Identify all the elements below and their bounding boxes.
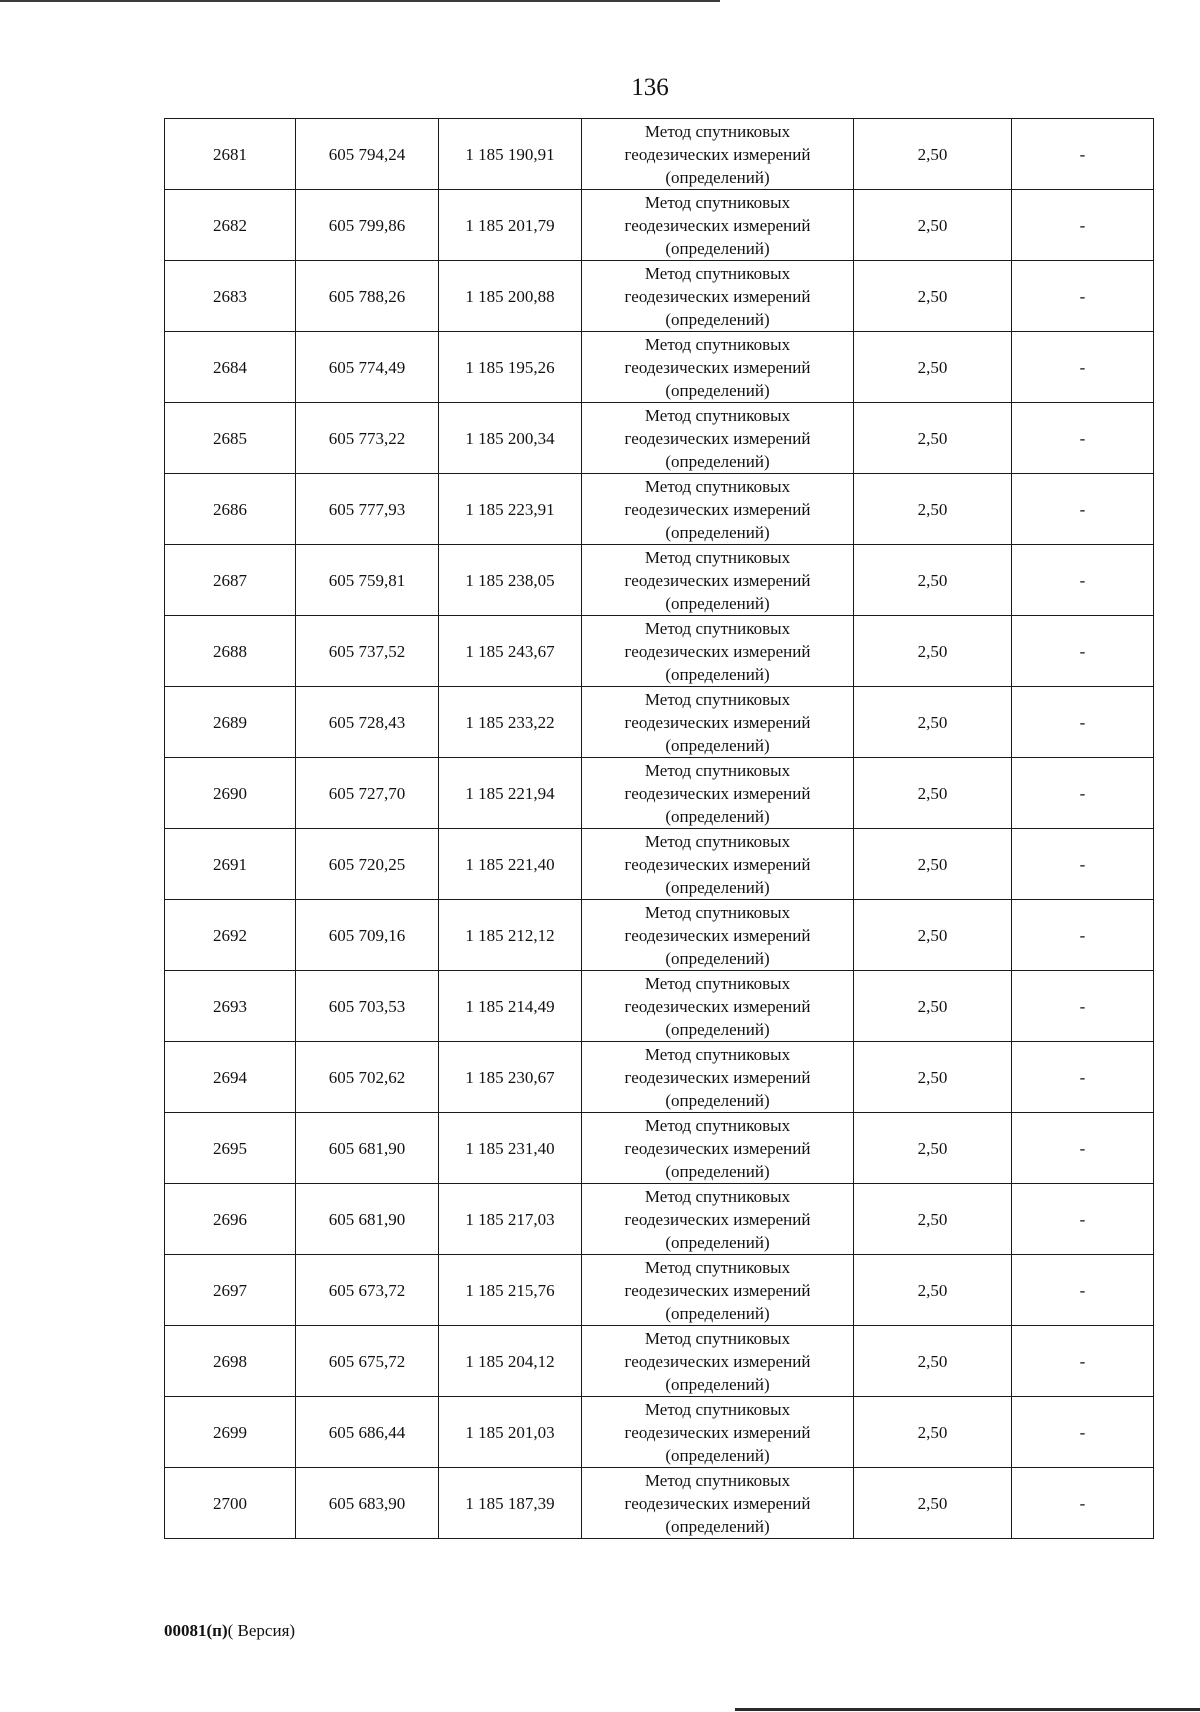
y-coordinate-cell: 1 185 201,03 xyxy=(439,1397,582,1468)
accuracy-cell: 2,50 xyxy=(854,1468,1012,1539)
y-coordinate-cell: 1 185 231,40 xyxy=(439,1113,582,1184)
point-number-cell: 2700 xyxy=(165,1468,296,1539)
y-coordinate-cell: 1 185 200,88 xyxy=(439,261,582,332)
coordinates-table xyxy=(164,118,1154,1539)
table-row xyxy=(165,1255,1154,1326)
point-number-cell: 2688 xyxy=(165,616,296,687)
method-line: геодезических измерений xyxy=(624,357,811,377)
accuracy-cell: 2,50 xyxy=(854,474,1012,545)
method-line: (определений) xyxy=(665,735,770,755)
method-line: (определений) xyxy=(665,1019,770,1039)
method-line: геодезических измерений xyxy=(624,144,811,164)
description-cell: - xyxy=(1012,119,1154,190)
point-number-cell: 2681 xyxy=(165,119,296,190)
description-cell: - xyxy=(1012,403,1154,474)
description-cell: - xyxy=(1012,332,1154,403)
y-coordinate-cell: 1 185 200,34 xyxy=(439,403,582,474)
method-line: (определений) xyxy=(665,309,770,329)
point-number-cell: 2684 xyxy=(165,332,296,403)
method-line: геодезических измерений xyxy=(624,286,811,306)
description-cell: - xyxy=(1012,687,1154,758)
method-cell xyxy=(582,687,854,758)
y-coordinate-cell: 1 185 233,22 xyxy=(439,687,582,758)
method-line: (определений) xyxy=(665,1516,770,1536)
point-number-cell: 2685 xyxy=(165,403,296,474)
description-cell: - xyxy=(1012,900,1154,971)
method-cell xyxy=(582,1326,854,1397)
method-line: геодезических измерений xyxy=(624,712,811,732)
method-line: (определений) xyxy=(665,1303,770,1323)
method-line: (определений) xyxy=(665,1445,770,1465)
method-line: Метод спутниковых xyxy=(644,760,791,780)
method-line: Метод спутниковых xyxy=(644,476,791,496)
description-cell: - xyxy=(1012,190,1154,261)
y-coordinate-cell: 1 185 214,49 xyxy=(439,971,582,1042)
accuracy-cell: 2,50 xyxy=(854,1326,1012,1397)
x-coordinate-cell: 605 774,49 xyxy=(296,332,439,403)
y-coordinate-cell: 1 185 223,91 xyxy=(439,474,582,545)
method-cell xyxy=(582,1042,854,1113)
x-coordinate-cell: 605 737,52 xyxy=(296,616,439,687)
method-line: Метод спутниковых xyxy=(644,121,791,141)
method-cell xyxy=(582,616,854,687)
table-row xyxy=(165,403,1154,474)
x-coordinate-cell: 605 720,25 xyxy=(296,829,439,900)
method-line: Метод спутниковых xyxy=(644,1399,791,1419)
x-coordinate-cell: 605 681,90 xyxy=(296,1184,439,1255)
y-coordinate-cell: 1 185 212,12 xyxy=(439,900,582,971)
method-cell xyxy=(582,1255,854,1326)
accuracy-cell: 2,50 xyxy=(854,687,1012,758)
method-line: геодезических измерений xyxy=(624,1422,811,1442)
table-row xyxy=(165,261,1154,332)
method-line: (определений) xyxy=(665,593,770,613)
method-line: Метод спутниковых xyxy=(644,1328,791,1348)
method-line: геодезических измерений xyxy=(624,499,811,519)
method-line: геодезических измерений xyxy=(624,925,811,945)
method-line: Метод спутниковых xyxy=(644,831,791,851)
document-code: 00081(п) xyxy=(164,1621,228,1640)
description-cell: - xyxy=(1012,1255,1154,1326)
accuracy-cell: 2,50 xyxy=(854,1113,1012,1184)
method-line: Метод спутниковых xyxy=(644,902,791,922)
x-coordinate-cell: 605 759,81 xyxy=(296,545,439,616)
y-coordinate-cell: 1 185 195,26 xyxy=(439,332,582,403)
description-cell: - xyxy=(1012,1184,1154,1255)
method-cell xyxy=(582,403,854,474)
method-cell xyxy=(582,332,854,403)
scan-edge-top xyxy=(0,0,720,2)
table-row xyxy=(165,758,1154,829)
description-cell: - xyxy=(1012,474,1154,545)
table-row xyxy=(165,545,1154,616)
table-row xyxy=(165,190,1154,261)
method-cell xyxy=(582,190,854,261)
point-number-cell: 2693 xyxy=(165,971,296,1042)
accuracy-cell: 2,50 xyxy=(854,971,1012,1042)
method-line: (определений) xyxy=(665,806,770,826)
y-coordinate-cell: 1 185 190,91 xyxy=(439,119,582,190)
description-cell: - xyxy=(1012,545,1154,616)
table-row xyxy=(165,119,1154,190)
table-row xyxy=(165,1113,1154,1184)
document-version: ( Версия) xyxy=(227,1621,296,1640)
method-cell xyxy=(582,261,854,332)
description-cell: - xyxy=(1012,261,1154,332)
method-line: геодезических измерений xyxy=(624,428,811,448)
point-number-cell: 2686 xyxy=(165,474,296,545)
method-line: Метод спутниковых xyxy=(644,263,791,283)
scan-edge-bottom xyxy=(735,1708,1200,1711)
y-coordinate-cell: 1 185 215,76 xyxy=(439,1255,582,1326)
method-cell xyxy=(582,1113,854,1184)
table-row xyxy=(165,1468,1154,1539)
accuracy-cell: 2,50 xyxy=(854,829,1012,900)
description-cell: - xyxy=(1012,758,1154,829)
y-coordinate-cell: 1 185 230,67 xyxy=(439,1042,582,1113)
method-cell xyxy=(582,971,854,1042)
method-line: геодезических измерений xyxy=(624,1209,811,1229)
method-line: Метод спутниковых xyxy=(644,547,791,567)
method-cell xyxy=(582,1184,854,1255)
method-line: геодезических измерений xyxy=(624,854,811,874)
method-line: (определений) xyxy=(665,1232,770,1252)
method-line: Метод спутниковых xyxy=(644,1186,791,1206)
x-coordinate-cell: 605 709,16 xyxy=(296,900,439,971)
table-row xyxy=(165,829,1154,900)
method-line: геодезических измерений xyxy=(624,1351,811,1371)
method-line: Метод спутниковых xyxy=(644,1044,791,1064)
method-cell xyxy=(582,829,854,900)
point-number-cell: 2696 xyxy=(165,1184,296,1255)
table-row xyxy=(165,1042,1154,1113)
method-line: (определений) xyxy=(665,1374,770,1394)
x-coordinate-cell: 605 702,62 xyxy=(296,1042,439,1113)
method-line: геодезических измерений xyxy=(624,783,811,803)
point-number-cell: 2694 xyxy=(165,1042,296,1113)
x-coordinate-cell: 605 777,93 xyxy=(296,474,439,545)
description-cell: - xyxy=(1012,1397,1154,1468)
y-coordinate-cell: 1 185 217,03 xyxy=(439,1184,582,1255)
method-cell xyxy=(582,1468,854,1539)
method-line: геодезических измерений xyxy=(624,215,811,235)
accuracy-cell: 2,50 xyxy=(854,1397,1012,1468)
method-cell xyxy=(582,474,854,545)
table-body xyxy=(165,119,1154,1539)
y-coordinate-cell: 1 185 238,05 xyxy=(439,545,582,616)
method-line: Метод спутниковых xyxy=(644,973,791,993)
table-row xyxy=(165,616,1154,687)
description-cell: - xyxy=(1012,829,1154,900)
method-line: геодезических измерений xyxy=(624,996,811,1016)
method-line: (определений) xyxy=(665,238,770,258)
accuracy-cell: 2,50 xyxy=(854,545,1012,616)
accuracy-cell: 2,50 xyxy=(854,1255,1012,1326)
method-line: Метод спутниковых xyxy=(644,1470,791,1490)
accuracy-cell: 2,50 xyxy=(854,616,1012,687)
accuracy-cell: 2,50 xyxy=(854,332,1012,403)
accuracy-cell: 2,50 xyxy=(854,1042,1012,1113)
y-coordinate-cell: 1 185 221,94 xyxy=(439,758,582,829)
x-coordinate-cell: 605 794,24 xyxy=(296,119,439,190)
x-coordinate-cell: 605 683,90 xyxy=(296,1468,439,1539)
accuracy-cell: 2,50 xyxy=(854,758,1012,829)
table-row xyxy=(165,900,1154,971)
method-cell xyxy=(582,545,854,616)
table-row xyxy=(165,1326,1154,1397)
table-row xyxy=(165,687,1154,758)
method-line: Метод спутниковых xyxy=(644,689,791,709)
point-number-cell: 2687 xyxy=(165,545,296,616)
point-number-cell: 2689 xyxy=(165,687,296,758)
method-line: геодезических измерений xyxy=(624,641,811,661)
accuracy-cell: 2,50 xyxy=(854,900,1012,971)
method-line: геодезических измерений xyxy=(624,570,811,590)
accuracy-cell: 2,50 xyxy=(854,119,1012,190)
x-coordinate-cell: 605 773,22 xyxy=(296,403,439,474)
point-number-cell: 2698 xyxy=(165,1326,296,1397)
description-cell: - xyxy=(1012,1326,1154,1397)
description-cell: - xyxy=(1012,1042,1154,1113)
x-coordinate-cell: 605 681,90 xyxy=(296,1113,439,1184)
y-coordinate-cell: 1 185 243,67 xyxy=(439,616,582,687)
x-coordinate-cell: 605 727,70 xyxy=(296,758,439,829)
y-coordinate-cell: 1 185 221,40 xyxy=(439,829,582,900)
description-cell: - xyxy=(1012,616,1154,687)
accuracy-cell: 2,50 xyxy=(854,261,1012,332)
method-line: (определений) xyxy=(665,664,770,684)
table-row xyxy=(165,971,1154,1042)
accuracy-cell: 2,50 xyxy=(854,403,1012,474)
method-line: геодезических измерений xyxy=(624,1493,811,1513)
table-row xyxy=(165,332,1154,403)
x-coordinate-cell: 605 673,72 xyxy=(296,1255,439,1326)
method-line: (определений) xyxy=(665,522,770,542)
x-coordinate-cell: 605 703,53 xyxy=(296,971,439,1042)
document-footer xyxy=(164,1621,295,1641)
y-coordinate-cell: 1 185 204,12 xyxy=(439,1326,582,1397)
method-line: геодезических измерений xyxy=(624,1280,811,1300)
point-number-cell: 2692 xyxy=(165,900,296,971)
method-line: геодезических измерений xyxy=(624,1138,811,1158)
method-line: (определений) xyxy=(665,451,770,471)
method-line: Метод спутниковых xyxy=(644,1115,791,1135)
x-coordinate-cell: 605 799,86 xyxy=(296,190,439,261)
point-number-cell: 2697 xyxy=(165,1255,296,1326)
method-cell xyxy=(582,900,854,971)
description-cell: - xyxy=(1012,1468,1154,1539)
page-number: 136 xyxy=(631,74,669,101)
description-cell: - xyxy=(1012,971,1154,1042)
method-line: Метод спутниковых xyxy=(644,405,791,425)
point-number-cell: 2695 xyxy=(165,1113,296,1184)
method-line: Метод спутниковых xyxy=(644,192,791,212)
point-number-cell: 2683 xyxy=(165,261,296,332)
table-row xyxy=(165,1397,1154,1468)
method-cell xyxy=(582,1397,854,1468)
method-line: Метод спутниковых xyxy=(644,618,791,638)
point-number-cell: 2682 xyxy=(165,190,296,261)
x-coordinate-cell: 605 788,26 xyxy=(296,261,439,332)
method-line: геодезических измерений xyxy=(624,1067,811,1087)
point-number-cell: 2691 xyxy=(165,829,296,900)
method-cell xyxy=(582,758,854,829)
y-coordinate-cell: 1 185 187,39 xyxy=(439,1468,582,1539)
table-row xyxy=(165,474,1154,545)
x-coordinate-cell: 605 728,43 xyxy=(296,687,439,758)
point-number-cell: 2699 xyxy=(165,1397,296,1468)
method-line: (определений) xyxy=(665,877,770,897)
method-line: (определений) xyxy=(665,380,770,400)
table-row xyxy=(165,1184,1154,1255)
method-line: (определений) xyxy=(665,1161,770,1181)
x-coordinate-cell: 605 675,72 xyxy=(296,1326,439,1397)
y-coordinate-cell: 1 185 201,79 xyxy=(439,190,582,261)
method-line: Метод спутниковых xyxy=(644,334,791,354)
description-cell: - xyxy=(1012,1113,1154,1184)
point-number-cell: 2690 xyxy=(165,758,296,829)
accuracy-cell: 2,50 xyxy=(854,190,1012,261)
method-line: (определений) xyxy=(665,948,770,968)
method-cell xyxy=(582,119,854,190)
method-line: Метод спутниковых xyxy=(644,1257,791,1277)
x-coordinate-cell: 605 686,44 xyxy=(296,1397,439,1468)
method-line: (определений) xyxy=(665,167,770,187)
method-line: (определений) xyxy=(665,1090,770,1110)
accuracy-cell: 2,50 xyxy=(854,1184,1012,1255)
